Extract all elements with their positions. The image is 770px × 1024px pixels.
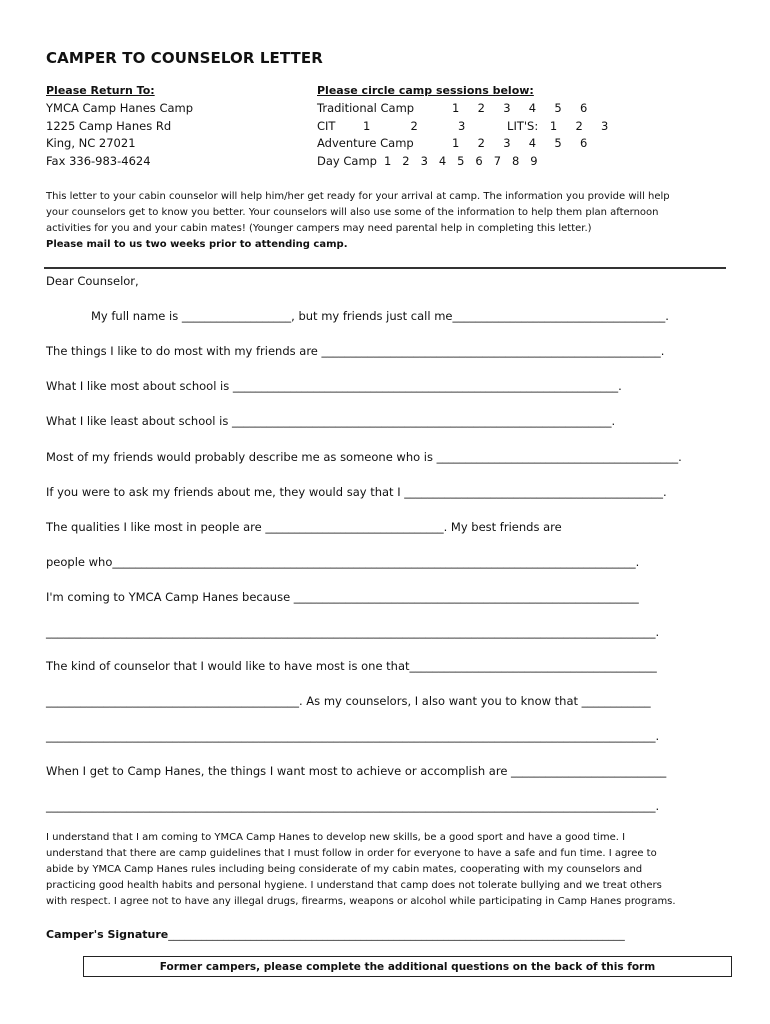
intro-paragraph: This letter to your cabin counselor will help him/her get ready for your arrival at camp. The information you provide will help your counselors get to know you better. Your counselors will also use some of the information to help them plan afternoon activities for you and your cabin mates! (Younger campers may need parental help in completing this letter.) Please mail to us two weeks prior to attending camp. [46, 189, 670, 253]
signature-line[interactable]: ___________________________________________________________________________________ [168, 928, 625, 941]
signature-row[interactable] [46, 928, 625, 941]
session-lit: LIT'S: [507, 118, 539, 133]
session-cit[interactable]: CIT 1 2 3 LIT'S: 1 2 3 [317, 118, 609, 133]
achieve-line[interactable]: __________________________________________________________________________________________________________. [46, 799, 660, 813]
return-header: Please Return To: [46, 84, 155, 97]
former-campers-note: Former campers, please complete the additional questions on the back of this form [83, 956, 732, 977]
sessions-list [317, 100, 608, 170]
session-day[interactable]: Day Camp 1 2 3 4 5 6 7 8 9 [317, 153, 538, 168]
session-traditional[interactable]: Traditional Camp 1 2 3 4 5 6 [317, 101, 588, 115]
address-line: King, NC 27021 [46, 136, 136, 150]
coming-reason-line[interactable]: __________________________________________________________________________________________________________. [46, 625, 660, 639]
likes-about-school-prompt[interactable]: What I like most about school is ___________________________________________________________________. [46, 379, 622, 393]
dislikes-about-school-prompt[interactable]: What I like least about school is __________________________________________________________________. [46, 414, 616, 428]
sessions-header: Please circle camp sessions below: [317, 84, 534, 97]
document-title: CAMPER TO COUNSELOR LETTER [46, 49, 323, 67]
signature-label: Camper's Signature [46, 928, 169, 941]
want-you-to-know-line[interactable]: __________________________________________________________________________________________________________. [46, 729, 660, 743]
things-with-friends-prompt[interactable]: The things I like to do most with my friends are ___________________________________________________________. [46, 344, 665, 358]
best-friends-prompt[interactable]: people who___________________________________________________________________________________________. [46, 555, 640, 569]
counselor-kind-prompt[interactable]: The kind of counselor that I would like to have most is one that___________________________________________ [46, 659, 657, 673]
want-you-to-know-prompt[interactable]: ____________________________________________. As my counselors, I also want you to know that ____________ [46, 694, 651, 708]
coming-reason-prompt[interactable]: I'm coming to YMCA Camp Hanes because ____________________________________________________________ [46, 590, 639, 604]
address-line: YMCA Camp Hanes Camp [46, 101, 194, 115]
agreement-paragraph: I understand that I am coming to YMCA Camp Hanes to develop new skills, be a good sport and have a good time. I understand that there are camp guidelines that I must follow in order for everyone to have a safe and fun time. I agree to abide by YMCA Camp Hanes rules including being considerate of my cabin mates, cooperating with my counselors and practicing good health habits and personal hygiene. I understand that camp does not tolerate bullying and we treat others with respect. I agree not to have any illegal drugs, firearms, weapons or alcohol while participating in Camp Hanes programs. [46, 832, 676, 907]
full-name-prompt[interactable]: My full name is ___________________, but my friends just call me_____________________________________. [91, 309, 669, 323]
friends-describe-prompt[interactable]: Most of my friends would probably describe me as someone who is __________________________________________. [46, 450, 682, 464]
achieve-prompt[interactable]: When I get to Camp Hanes, the things I want most to achieve or accomplish are ___________________________ [46, 764, 667, 778]
fax-line: Fax 336-983-4624 [46, 153, 151, 168]
section-divider [44, 267, 726, 269]
friends-say-prompt[interactable]: If you were to ask my friends about me, they would say that I _____________________________________________. [46, 485, 667, 499]
qualities-prompt[interactable]: The qualities I like most in people are _______________________________. My best friends are [46, 520, 562, 534]
address-line: 1225 Camp Hanes Rd [46, 118, 172, 133]
session-adventure[interactable]: Adventure Camp 1 2 3 4 5 6 [317, 136, 588, 150]
greeting: Dear Counselor, [46, 274, 139, 288]
mail-instruction: Please mail to us two weeks prior to attending camp. [46, 239, 348, 250]
return-address [46, 100, 193, 170]
